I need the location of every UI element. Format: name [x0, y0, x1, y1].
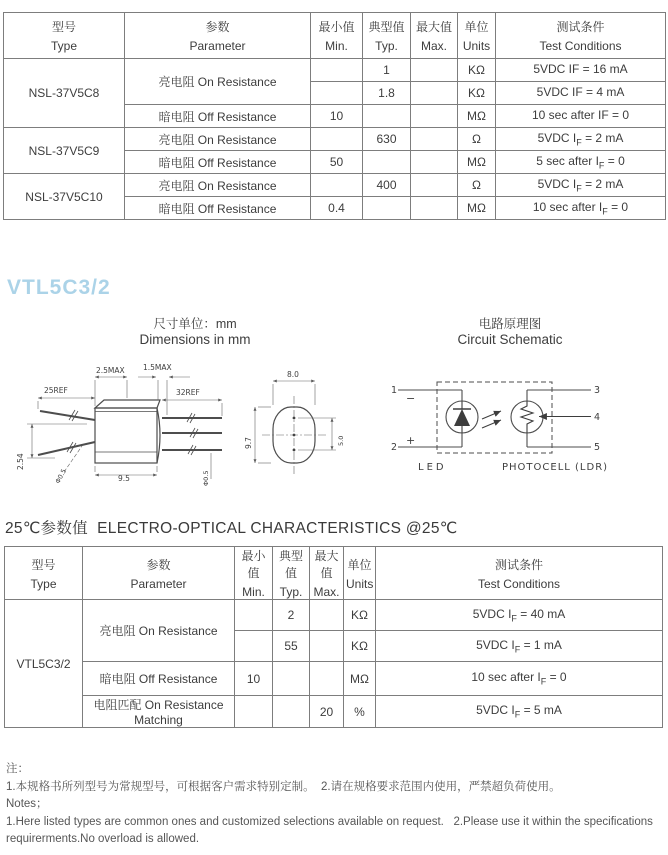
dimension-labels — [16, 363, 345, 486]
typ-cell: 2 — [273, 600, 310, 631]
typ-cell: 1 — [363, 59, 411, 82]
col-header-parameter: 参数 Parameter — [125, 13, 311, 59]
test-conditions-cell: 5VDC IF = 16 mA — [496, 59, 666, 82]
test-conditions-cell: 10 sec after $I_F = 0$ — [376, 662, 663, 696]
dim-lead-dia-left-label: Φ0.5 — [53, 467, 69, 485]
units-cell: Ω — [458, 128, 496, 151]
max-cell — [310, 631, 344, 662]
test-conditions-cell: 5VDC $I_F = 2$ mA — [496, 174, 666, 197]
col-header-max: 最大值 Max. — [411, 13, 458, 59]
wires — [398, 390, 591, 447]
table-header-row — [4, 13, 666, 59]
photocell-label: PHOTOCELL (LDR) — [502, 462, 609, 473]
units-cell: KΩ — [344, 600, 376, 631]
col-header-min: 最小值 Min. — [235, 547, 273, 600]
dim-9-5-label: 9.5 — [118, 474, 130, 483]
max-cell — [411, 151, 458, 174]
units-cell: KΩ — [344, 631, 376, 662]
table-header-row — [5, 547, 663, 600]
max-cell — [411, 82, 458, 105]
max-cell — [411, 197, 458, 220]
schematic-caption-cn: 电路原理图 — [478, 317, 542, 331]
end-view — [255, 381, 336, 474]
pin-3-label: 3 — [594, 385, 601, 396]
table-row — [4, 174, 666, 197]
type-cell: NSL-37V5C9 — [4, 128, 125, 174]
typ-cell — [273, 662, 310, 696]
parameter-cell: 暗电阻 Off Resistance — [83, 662, 235, 696]
max-cell — [411, 128, 458, 151]
table-row — [5, 696, 663, 728]
parameter-cell: 电阻匹配 On Resistance Matching — [83, 696, 235, 728]
part-number-heading: VTL5C3/2 — [7, 276, 111, 299]
pin-4-label: 4 — [594, 412, 601, 423]
min-cell: 50 — [311, 151, 363, 174]
max-cell — [411, 105, 458, 128]
pin-1-label: 1 — [391, 385, 398, 396]
type-cell: NSL-37V5C10 — [4, 174, 125, 220]
col-header-type: 型号 Type — [5, 547, 83, 600]
schematic-caption — [400, 316, 620, 348]
min-cell — [311, 82, 363, 105]
pin-5-label: 5 — [594, 442, 601, 453]
units-cell: KΩ — [458, 59, 496, 82]
dim-5-0-label: 5.0 — [337, 435, 345, 446]
type-cell: NSL-37V5C8 — [4, 59, 125, 128]
parameter-cell: 暗电阻 Off Resistance — [125, 197, 311, 220]
col-header-max: 最大值 Max. — [310, 547, 344, 600]
parameter-cell: 暗电阻 Off Resistance — [125, 151, 311, 174]
dim-2-54-label: 2.54 — [16, 453, 25, 470]
min-cell — [235, 696, 273, 728]
test-conditions-cell: 5VDC $I_F = 1$ mA — [376, 631, 663, 662]
test-conditions-cell: 5VDC $I_F = 40$ mA — [376, 600, 663, 631]
parameter-cell: 亮电阻 On Resistance — [125, 128, 311, 151]
min-cell: 0.4 — [311, 197, 363, 220]
test-conditions-cell: 10 sec after $I_F = 0$ — [496, 197, 666, 220]
vtl-spec-table — [4, 546, 663, 728]
led-label: LED — [418, 462, 447, 473]
notes-en-line-1: 1.Here listed types are common ones and customized selections available on request. 2.Please use it within the specifications — [6, 815, 653, 828]
dim-1-5max-label: 1.5MAX — [143, 363, 172, 372]
table-row — [5, 600, 663, 631]
minus-polarity-label: − — [406, 392, 416, 405]
col-header-type: 型号 Type — [4, 13, 125, 59]
nsl-spec-table — [3, 12, 666, 220]
dim-9-7-label: 9.7 — [244, 437, 253, 449]
units-cell: MΩ — [344, 662, 376, 696]
dimensions-caption-en: Dimensions in mm — [139, 332, 251, 347]
parameter-cell: 暗电阻 Off Resistance — [125, 105, 311, 128]
max-cell: 20 — [310, 696, 344, 728]
table-row — [4, 59, 666, 82]
dim-25ref-label: 25REF — [44, 386, 68, 395]
col-header-typ: 典型值 Typ. — [273, 547, 310, 600]
units-cell: MΩ — [458, 151, 496, 174]
type-cell: VTL5C3/2 — [5, 600, 83, 728]
pin-2-label: 2 — [391, 442, 398, 453]
min-cell — [311, 174, 363, 197]
typ-cell: 55 — [273, 631, 310, 662]
col-header-units: 单位 Units — [458, 13, 496, 59]
package-body — [95, 400, 160, 463]
typ-cell — [273, 696, 310, 728]
units-cell: KΩ — [458, 82, 496, 105]
table-row — [5, 662, 663, 696]
dim-2-5max-label: 2.5MAX — [96, 366, 125, 375]
notes-block — [6, 761, 653, 849]
typ-cell: 1.8 — [363, 82, 411, 105]
max-cell — [411, 174, 458, 197]
notes-cn-title: 注： — [6, 763, 29, 775]
dimensions-caption — [85, 316, 305, 348]
schematic-caption-en: Circuit Schematic — [457, 332, 563, 347]
min-cell — [235, 631, 273, 662]
led-symbol — [446, 401, 478, 433]
max-cell — [310, 600, 344, 631]
min-cell: 10 — [311, 105, 363, 128]
units-cell: Ω — [458, 174, 496, 197]
min-cell — [311, 59, 363, 82]
test-conditions-cell: 5VDC $I_F = 2$ mA — [496, 128, 666, 151]
notes-en-title: Notes； — [6, 798, 48, 810]
col-header-parameter: 参数 Parameter — [83, 547, 235, 600]
circuit-schematic — [390, 360, 668, 495]
min-cell — [235, 600, 273, 631]
col-header-test-conditions: 测试条件 Test Conditions — [376, 547, 663, 600]
typ-cell — [363, 151, 411, 174]
table-row — [4, 128, 666, 151]
parameter-cell: 亮电阻 On Resistance — [83, 600, 235, 662]
dim-lead-dia-right-label: Φ0.5 — [202, 470, 210, 486]
col-header-typ: 典型值 Typ. — [363, 13, 411, 59]
mechanical-drawing — [10, 358, 350, 493]
parameter-cell: 亮电阻 On Resistance — [125, 174, 311, 197]
test-conditions-cell: 10 sec after IF = 0 — [496, 105, 666, 128]
electro-optical-heading: 25℃参数值 ELECTRO-OPTICAL CHARACTERISTICS @25℃ — [5, 520, 458, 537]
test-conditions-cell: 5VDC $I_F = 5$ mA — [376, 696, 663, 728]
col-header-min: 最小值 Min. — [311, 13, 363, 59]
notes-cn-line: 1.本规格书所列型号为常规型号，可根据客户需求特别定制。 2.请在规格要求范围内使用，严禁超负荷使用。 — [6, 780, 561, 793]
optocoupler-package-outline — [437, 382, 552, 453]
typ-cell — [363, 105, 411, 128]
pin-labels — [391, 385, 600, 453]
notes-en-line-2: requirerments.No overload is allowed. — [6, 833, 200, 845]
dim-8-0-label: 8.0 — [287, 370, 299, 379]
max-cell — [411, 59, 458, 82]
plus-polarity-label: + — [406, 434, 416, 447]
typ-cell — [363, 197, 411, 220]
col-header-test-conditions: 测试条件 Test Conditions — [496, 13, 666, 59]
photocell-symbol — [511, 401, 591, 433]
units-cell: MΩ — [458, 105, 496, 128]
col-header-units: 单位 Units — [344, 547, 376, 600]
dim-32ref-label: 32REF — [176, 388, 200, 397]
max-cell — [310, 662, 344, 696]
typ-cell: 400 — [363, 174, 411, 197]
light-arrows-icon — [482, 411, 501, 428]
typ-cell: 630 — [363, 128, 411, 151]
test-conditions-cell: 5VDC IF = 4 mA — [496, 82, 666, 105]
units-cell: % — [344, 696, 376, 728]
min-cell: 10 — [235, 662, 273, 696]
dimensions-caption-cn: 尺寸单位：mm — [153, 317, 237, 331]
test-conditions-cell: 5 sec after $I_F = 0$ — [496, 151, 666, 174]
parameter-cell: 亮电阻 On Resistance — [125, 59, 311, 105]
min-cell — [311, 128, 363, 151]
units-cell: MΩ — [458, 197, 496, 220]
component-labels — [418, 462, 608, 473]
